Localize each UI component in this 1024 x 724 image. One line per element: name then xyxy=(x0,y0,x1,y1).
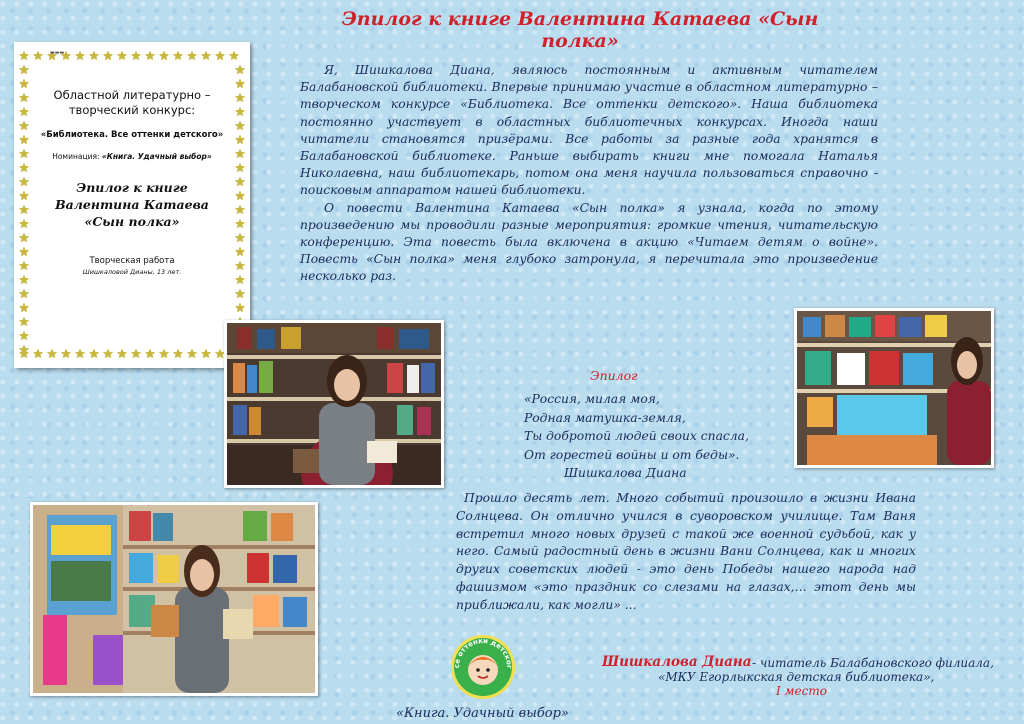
intro-paragraph-1: Я, Шишкалова Диана, являюсь постоянным и активным читателем Балабановской библиотеки. Впервые принимаю участие в областном литературно – творческом конкурсе «Библиотека. Все оттенки детского». Наша библиотека постоянно участвует в областных библиотечных конкурсах. Иногда наши читатели становятся призёрами. Все работы за разные года хранятся в Балабановской библиотеке. Раньше выбирать книги мне помогала Наталья Николаевна, наш библиотекарь, потом она меня научила пользоваться справочно - поисковым аппаратом нашей библиотеки. xyxy=(300,63,878,198)
epilog-poem xyxy=(524,390,749,483)
footer-library: «МКУ Егорлыкская детская библиотека», xyxy=(658,670,935,684)
cover-page xyxy=(14,42,250,368)
page-title: Эпилог к книге Валентина Катаева «Сын полка» xyxy=(341,8,819,52)
intro-text xyxy=(300,62,878,286)
poem-line: Родная матушка-земля, xyxy=(524,410,686,425)
photo-reader-shelf xyxy=(224,320,444,488)
poem-line: «Россия, милая моя, xyxy=(524,392,660,406)
logo-text: се оттенки детског xyxy=(452,636,514,669)
footer-author-name: Шишкалова Диана xyxy=(602,654,752,670)
epilog-text: Прошло десять лет. Много событий произошло в жизни Ивана Солнцева. Он отлично учился в суворовском училище. Там Ваня встретил много новых друзей с такой же военной судьбой, как у него. Самый радостный день в жизни Вани Солнцева, как и многих других советских людей - это день Победы нашего народа над фашизмом «это праздник со слезами на глазах,… этот день мы приближали, как могли» ... xyxy=(456,491,916,612)
cover-author: Шишкаловой Дианы, 13 лет. xyxy=(82,268,182,276)
footer-author-role: - читатель Балабановского филиала, xyxy=(752,656,994,670)
photo-reader-display xyxy=(794,308,994,468)
poem-signature: Шишкалова Диана xyxy=(564,466,687,481)
cover-theme: «Библиотека. Все оттенки детского» xyxy=(40,130,224,140)
footer-nomination: «Книга. Удачный выбор» xyxy=(396,706,569,721)
cover-corner-note: ▬▬▬ xyxy=(50,50,65,56)
footer-place: I место xyxy=(776,684,827,698)
intro-paragraph-2: О повести Валентина Катаева «Сын полка» я узнала, когда по этому произведению мы проводили разные мероприятия: громкие чтения, читательскую конференцию. Эта повесть была включена в акцию «Читаем детям о войне». Повесть «Сын полка» меня глубоко затронула, я перечитала это произведение несколько раз. xyxy=(300,200,878,284)
cover-work-type: Творческая работа xyxy=(89,256,175,266)
cover-contest: Областной литературно – творческий конкурс: xyxy=(53,88,211,117)
poem-line: Ты добротой людей своих спасла, xyxy=(524,429,749,444)
photo-reader-books xyxy=(30,502,318,696)
contest-logo xyxy=(450,634,516,700)
epilog-heading: Эпилог xyxy=(590,368,638,383)
cover-work-title: Эпилог к книге Валентина Катаева «Сын полка» xyxy=(55,180,209,229)
cover-nomination: Номинация: «Книга. Удачный выбор» xyxy=(52,152,212,161)
poem-line: От горестей войны и от беды». xyxy=(524,447,740,462)
